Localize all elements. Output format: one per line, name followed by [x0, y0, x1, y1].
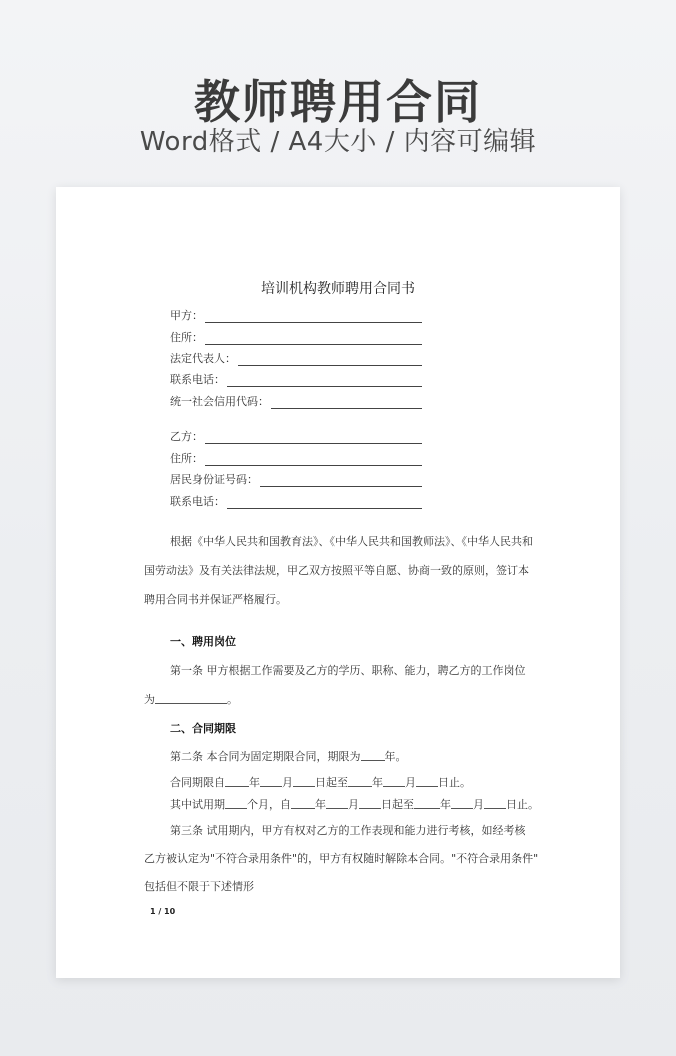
field-label: 甲方： [170, 309, 203, 322]
document-page [56, 187, 620, 978]
field-label: 法定代表人： [170, 352, 236, 365]
blank-line[interactable] [271, 396, 422, 409]
month-label: 月 [282, 776, 293, 789]
end-year-blank[interactable] [348, 775, 372, 787]
blank-line[interactable] [227, 374, 422, 387]
field-party-b-phone[interactable] [170, 493, 422, 509]
article-3-line-3: 包括但不限于下述情形 [144, 880, 254, 893]
blank-line[interactable] [205, 332, 422, 345]
blank-line[interactable] [205, 453, 422, 466]
document-title: 培训机构教师聘用合同书 [261, 281, 415, 297]
field-legal-representative[interactable] [170, 350, 422, 366]
field-party-a[interactable] [170, 307, 422, 323]
month-label: 月 [348, 798, 359, 811]
field-label: 住所： [170, 331, 203, 344]
start-year-blank[interactable] [225, 775, 249, 787]
field-label: 联系电话： [170, 373, 225, 386]
year-label: 年 [249, 776, 260, 789]
field-party-a-address[interactable] [170, 329, 422, 345]
term-years-blank[interactable] [361, 749, 385, 761]
probation-end-month-blank[interactable] [451, 797, 473, 809]
banner-subtitle: Word格式 / A4大小 / 内容可编辑 [139, 127, 537, 157]
article-1-prefix: 为 [144, 693, 155, 706]
position-blank[interactable] [155, 692, 227, 704]
probation-months-label: 个月，自 [247, 798, 291, 811]
probation-prefix: 其中试用期 [170, 798, 225, 811]
start-day-blank[interactable] [293, 775, 315, 787]
probation-end-day-blank[interactable] [484, 797, 506, 809]
probation-start-month-blank[interactable] [326, 797, 348, 809]
field-party-a-phone[interactable] [170, 371, 422, 387]
day-from-label: 日起至 [381, 798, 414, 811]
day-from-label: 日起至 [315, 776, 348, 789]
field-label: 住所： [170, 452, 203, 465]
section-heading-term: 二、合同期限 [170, 722, 236, 735]
field-party-b[interactable] [170, 428, 422, 444]
day-end-label: 日止。 [506, 798, 539, 811]
article-1-line-2 [144, 691, 238, 707]
field-label: 乙方： [170, 430, 203, 443]
field-label: 居民身份证号码： [170, 473, 258, 486]
end-day-blank[interactable] [416, 775, 438, 787]
start-month-blank[interactable] [260, 775, 282, 787]
end-month-blank[interactable] [383, 775, 405, 787]
year-label: 年 [372, 776, 383, 789]
field-label: 联系电话： [170, 495, 225, 508]
blank-line[interactable] [260, 474, 422, 487]
field-party-b-address[interactable] [170, 450, 422, 466]
article-3-line-2: 乙方被认定为"不符合录用条件"的，甲方有权随时解除本合同。"不符合录用条件" [144, 852, 539, 865]
year-label: 年 [315, 798, 326, 811]
article-1-line-1: 第一条 甲方根据工作需要及乙方的学历、职称、能力，聘乙方的工作岗位 [170, 664, 526, 677]
period-prefix: 合同期限自 [170, 776, 225, 789]
article-2-line [170, 748, 407, 764]
intro-line-1: 根据《中华人民共和国教育法》、《中华人民共和国教师法》、《中华人民共和 [170, 535, 533, 548]
field-credit-code[interactable] [170, 393, 422, 409]
year-label: 年 [440, 798, 451, 811]
page-number: 1 / 10 [150, 907, 176, 916]
blank-line[interactable] [227, 496, 422, 509]
probation-end-year-blank[interactable] [414, 797, 440, 809]
section-heading-position: 一、聘用岗位 [170, 635, 236, 648]
intro-line-3: 聘用合同书并保证严格履行。 [144, 593, 287, 606]
probation-line [170, 796, 539, 812]
blank-line[interactable] [238, 353, 422, 366]
field-label: 统一社会信用代码： [170, 395, 269, 408]
field-id-number[interactable] [170, 471, 422, 487]
article-3-line-1: 第三条 试用期内，甲方有权对乙方的工作表现和能力进行考核，如经考核 [170, 824, 526, 837]
month-label: 月 [473, 798, 484, 811]
probation-months-blank[interactable] [225, 797, 247, 809]
month-label: 月 [405, 776, 416, 789]
article-2-text: 第二条 本合同为固定期限合同，期限为 [170, 750, 361, 763]
banner-title: 教师聘用合同 [194, 75, 482, 129]
article-1-suffix: 。 [227, 693, 238, 706]
article-2-unit: 年。 [384, 750, 407, 763]
blank-line[interactable] [205, 431, 422, 444]
day-end-label: 日止。 [438, 776, 471, 789]
probation-start-day-blank[interactable] [359, 797, 381, 809]
blank-line[interactable] [205, 310, 422, 323]
contract-period-line [170, 774, 471, 790]
probation-start-year-blank[interactable] [291, 797, 315, 809]
intro-line-2: 国劳动法》及有关法律法规，甲乙双方按照平等自愿、协商一致的原则，签订本 [144, 564, 529, 577]
